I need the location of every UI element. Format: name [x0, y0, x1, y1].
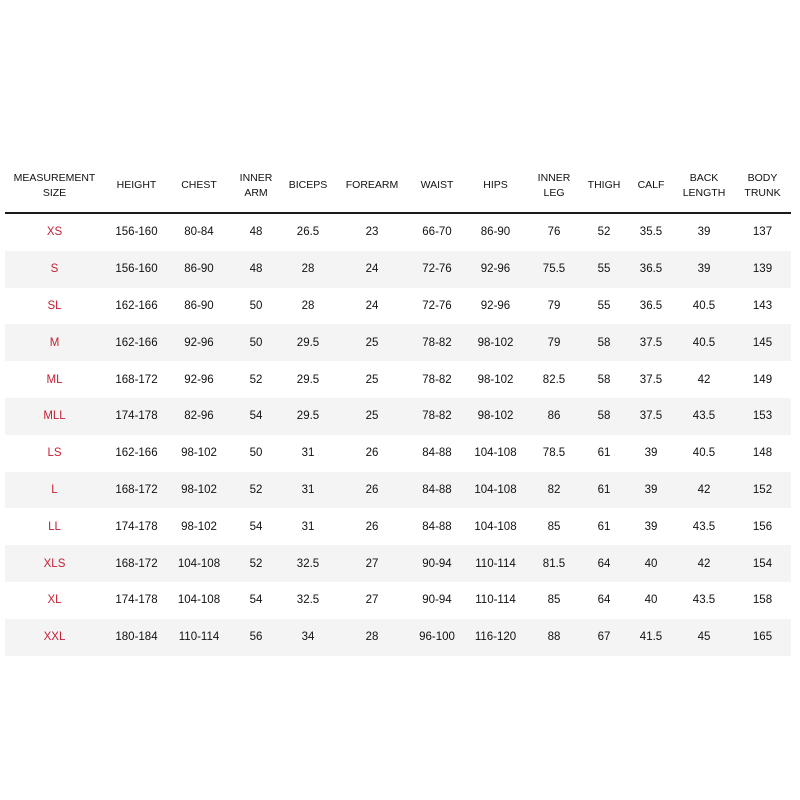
cell-inner-arm: 52 [249, 373, 263, 386]
cell-body-trunk: 158 [752, 594, 773, 607]
cell-waist: 96-100 [411, 619, 463, 656]
cell-biceps: 31 [301, 520, 315, 533]
cell-thigh: 64 [580, 545, 628, 582]
cell-height: 162-166 [115, 299, 158, 312]
cell-calf: 37.5 [628, 398, 674, 435]
cell-inner-arm: 50 [229, 324, 283, 361]
cell-chest: 92-96 [184, 373, 214, 386]
cell-calf: 36.5 [628, 251, 674, 288]
cell-forearm: 25 [333, 324, 411, 361]
cell-hips: 92-96 [463, 251, 528, 288]
cell-hips: 104-108 [474, 520, 517, 533]
cell-body-trunk: 139 [734, 251, 791, 288]
cell-body-trunk: 145 [734, 324, 791, 361]
size-label: XS [46, 226, 63, 239]
cell-chest: 104-108 [177, 594, 221, 607]
cell-back-length: 43.5 [692, 520, 716, 533]
cell-waist: 90-94 [411, 545, 463, 582]
cell-thigh: 61 [597, 447, 611, 460]
cell-chest: 92-96 [169, 324, 229, 361]
cell-biceps: 29.5 [296, 373, 320, 386]
size-label: S [5, 251, 104, 288]
cell-forearm: 24 [365, 299, 379, 312]
cell-hips: 98-102 [477, 373, 514, 386]
column-header-line: LEG [543, 186, 565, 199]
cell-chest: 98-102 [181, 520, 217, 533]
cell-thigh: 55 [597, 299, 611, 312]
column-header-line: FOREARM [345, 179, 399, 191]
cell-height: 180-184 [104, 619, 169, 656]
cell-body-trunk: 137 [752, 226, 773, 239]
cell-forearm: 26 [365, 447, 379, 460]
cell-hips: 86-90 [480, 226, 511, 239]
cell-inner-arm: 54 [229, 398, 283, 435]
column-header-line: WAIST [420, 179, 454, 191]
column-header-forearm [333, 159, 411, 213]
cell-height: 156-160 [104, 251, 169, 288]
cell-thigh: 55 [580, 251, 628, 288]
table-row [5, 619, 791, 656]
cell-inner-leg: 82 [528, 472, 580, 509]
cell-waist: 78-82 [422, 373, 452, 386]
cell-inner-arm: 48 [249, 226, 263, 239]
cell-thigh: 64 [597, 594, 611, 607]
cell-calf: 37.5 [628, 324, 674, 361]
cell-inner-arm: 52 [229, 545, 283, 582]
cell-biceps: 32.5 [283, 545, 333, 582]
column-header-line: LENGTH [682, 186, 726, 199]
cell-biceps: 26.5 [296, 226, 320, 239]
cell-hips: 92-96 [480, 299, 511, 312]
cell-thigh: 58 [580, 324, 628, 361]
cell-calf: 40 [628, 545, 674, 582]
cell-inner-leg: 85 [547, 520, 561, 533]
table-row [5, 361, 791, 398]
cell-forearm: 27 [365, 594, 379, 607]
cell-waist: 90-94 [422, 594, 452, 607]
cell-body-trunk: 153 [734, 398, 791, 435]
cell-back-length: 45 [674, 619, 734, 656]
cell-inner-leg: 78.5 [542, 447, 566, 460]
table-row [5, 582, 791, 619]
cell-body-trunk: 154 [734, 545, 791, 582]
cell-waist: 84-88 [422, 447, 452, 460]
cell-inner-arm: 48 [229, 251, 283, 288]
cell-calf: 40 [644, 594, 658, 607]
cell-inner-leg: 82.5 [542, 373, 566, 386]
table-row [5, 545, 791, 582]
column-header-line: ARM [244, 186, 268, 199]
column-header-hips [463, 159, 528, 213]
cell-forearm: 23 [365, 226, 379, 239]
cell-inner-leg: 79 [528, 324, 580, 361]
cell-back-length: 39 [697, 226, 711, 239]
cell-back-length: 40.5 [692, 299, 716, 312]
cell-calf: 39 [644, 447, 658, 460]
cell-inner-leg: 75.5 [528, 251, 580, 288]
cell-biceps: 31 [283, 472, 333, 509]
cell-hips: 116-120 [463, 619, 528, 656]
column-header-chest [169, 159, 229, 213]
cell-height: 174-178 [104, 398, 169, 435]
cell-waist: 78-82 [411, 324, 463, 361]
cell-body-trunk: 156 [752, 520, 773, 533]
cell-forearm: 24 [333, 251, 411, 288]
cell-inner-leg: 79 [547, 299, 561, 312]
cell-height: 168-172 [115, 373, 158, 386]
cell-inner-leg: 85 [547, 594, 561, 607]
cell-inner-arm: 52 [229, 472, 283, 509]
cell-body-trunk: 149 [752, 373, 773, 386]
cell-chest: 86-90 [169, 251, 229, 288]
column-header-line: BODY [747, 171, 778, 184]
cell-chest: 104-108 [169, 545, 229, 582]
cell-biceps: 34 [283, 619, 333, 656]
column-header-body-trunk [734, 159, 791, 213]
cell-inner-arm: 50 [249, 447, 263, 460]
table-row [5, 324, 791, 361]
column-header-line: THIGH [587, 179, 621, 191]
table-row [5, 288, 791, 325]
cell-biceps: 31 [301, 447, 315, 460]
cell-body-trunk: 165 [734, 619, 791, 656]
column-header-calf [628, 159, 674, 213]
cell-forearm: 25 [333, 398, 411, 435]
size-label: LS [47, 447, 62, 460]
table-row [5, 213, 791, 251]
size-label: XLS [5, 545, 104, 582]
cell-back-length: 40.5 [674, 324, 734, 361]
column-header-line: HEIGHT [116, 179, 157, 191]
cell-back-length: 42 [674, 472, 734, 509]
size-label: MLL [5, 398, 104, 435]
cell-calf: 37.5 [639, 373, 663, 386]
cell-inner-arm: 54 [249, 594, 263, 607]
column-header-back-length [674, 159, 734, 213]
cell-calf: 39 [644, 520, 658, 533]
column-header-line: BACK [689, 171, 719, 184]
cell-hips: 110-114 [463, 545, 528, 582]
cell-calf: 35.5 [639, 226, 663, 239]
cell-calf: 39 [628, 472, 674, 509]
cell-biceps: 28 [283, 251, 333, 288]
size-label: XXL [5, 619, 104, 656]
cell-biceps: 29.5 [283, 398, 333, 435]
cell-chest: 110-114 [169, 619, 229, 656]
cell-hips: 98-102 [463, 398, 528, 435]
cell-thigh: 67 [580, 619, 628, 656]
column-header-biceps [283, 159, 333, 213]
header-row [5, 159, 791, 213]
cell-chest: 80-84 [184, 226, 214, 239]
cell-back-length: 43.5 [692, 594, 716, 607]
cell-hips: 104-108 [463, 472, 528, 509]
cell-thigh: 58 [580, 398, 628, 435]
size-label: LL [48, 520, 61, 533]
column-header-line: CALF [637, 179, 665, 191]
column-header-line: INNER [537, 171, 571, 184]
cell-height: 174-178 [115, 594, 158, 607]
cell-chest: 98-102 [169, 472, 229, 509]
cell-height: 162-166 [104, 324, 169, 361]
cell-forearm: 27 [333, 545, 411, 582]
cell-biceps: 29.5 [283, 324, 333, 361]
cell-hips: 104-108 [474, 447, 517, 460]
column-header-inner-arm [229, 159, 283, 213]
cell-thigh: 61 [580, 472, 628, 509]
column-header-line: BICEPS [288, 179, 328, 191]
size-label: XL [47, 594, 62, 607]
cell-inner-arm: 50 [249, 299, 263, 312]
column-header-line: MEASUREMENT [13, 171, 96, 184]
cell-thigh: 61 [597, 520, 611, 533]
column-header-line: CHEST [181, 179, 217, 191]
column-header-waist [411, 159, 463, 213]
table-row [5, 251, 791, 288]
cell-calf: 36.5 [639, 299, 663, 312]
cell-hips: 98-102 [463, 324, 528, 361]
column-header-line: INNER [239, 171, 273, 184]
cell-back-length: 42 [674, 545, 734, 582]
column-header-thigh [580, 159, 628, 213]
cell-calf: 41.5 [628, 619, 674, 656]
cell-waist: 66-70 [422, 226, 452, 239]
cell-waist: 84-88 [422, 520, 452, 533]
cell-back-length: 43.5 [674, 398, 734, 435]
cell-inner-arm: 56 [229, 619, 283, 656]
cell-inner-leg: 86 [528, 398, 580, 435]
cell-inner-leg: 76 [547, 226, 561, 239]
cell-body-trunk: 148 [752, 447, 773, 460]
cell-height: 168-172 [104, 545, 169, 582]
cell-chest: 86-90 [184, 299, 214, 312]
column-header-measurement-size [5, 159, 104, 213]
size-label: ML [46, 373, 63, 386]
size-label: SL [47, 299, 62, 312]
cell-height: 168-172 [104, 472, 169, 509]
size-label: M [5, 324, 104, 361]
cell-forearm: 26 [333, 472, 411, 509]
table-row [5, 508, 791, 545]
cell-hips: 110-114 [475, 594, 516, 607]
column-header-inner-leg [528, 159, 580, 213]
cell-back-length: 39 [674, 251, 734, 288]
cell-height: 162-166 [115, 447, 158, 460]
cell-chest: 82-96 [169, 398, 229, 435]
cell-height: 174-178 [115, 520, 158, 533]
cell-forearm: 25 [365, 373, 379, 386]
cell-waist: 78-82 [411, 398, 463, 435]
cell-body-trunk: 143 [752, 299, 773, 312]
cell-thigh: 58 [597, 373, 611, 386]
column-header-line: TRUNK [744, 186, 781, 199]
cell-waist: 84-88 [411, 472, 463, 509]
table-row [5, 435, 791, 472]
cell-waist: 72-76 [422, 299, 452, 312]
cell-inner-leg: 88 [528, 619, 580, 656]
column-header-line: SIZE [42, 186, 67, 199]
table-header [5, 159, 791, 213]
cell-forearm: 26 [365, 520, 379, 533]
cell-forearm: 28 [333, 619, 411, 656]
cell-chest: 98-102 [181, 447, 217, 460]
cell-body-trunk: 152 [734, 472, 791, 509]
column-header-height [104, 159, 169, 213]
cell-biceps: 28 [301, 299, 315, 312]
table-row [5, 398, 791, 435]
column-header-line: HIPS [483, 179, 508, 191]
cell-inner-leg: 81.5 [528, 545, 580, 582]
cell-thigh: 52 [597, 226, 611, 239]
size-label: L [5, 472, 104, 509]
table-row [5, 472, 791, 509]
cell-back-length: 40.5 [692, 447, 716, 460]
cell-inner-arm: 54 [249, 520, 263, 533]
size-chart-table [5, 159, 791, 656]
cell-back-length: 42 [697, 373, 711, 386]
cell-height: 156-160 [115, 226, 158, 239]
cell-waist: 72-76 [411, 251, 463, 288]
table-body [5, 213, 791, 656]
cell-biceps: 32.5 [296, 594, 320, 607]
